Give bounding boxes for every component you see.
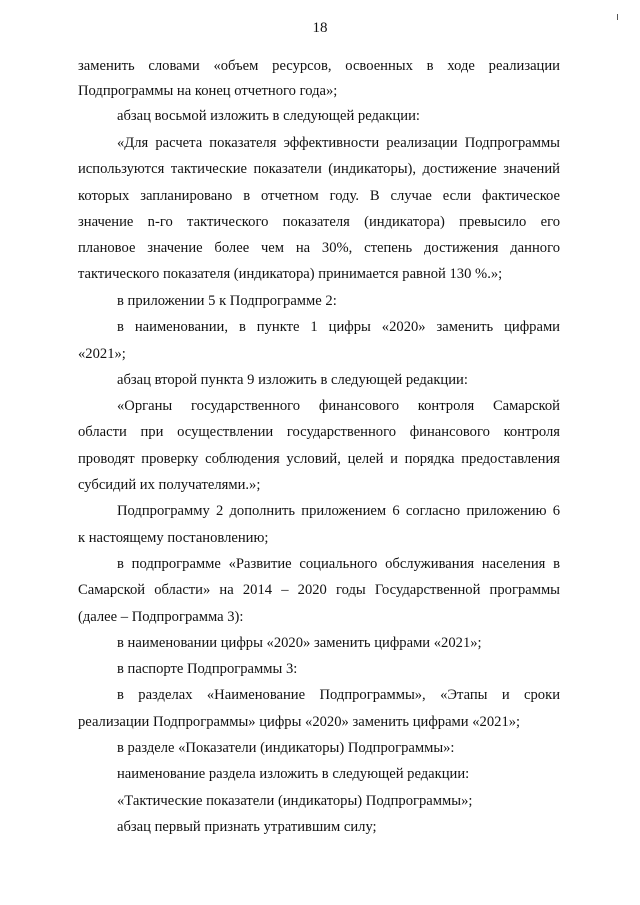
text-line: абзац восьмой изложить в следующей редакции:: [117, 108, 420, 124]
text-line: «Для расчета показателя эффективности реализации Подпрограммы: [117, 135, 560, 151]
text-line: в разделах «Наименование Подпрограммы», «Этапы и сроки: [117, 687, 560, 703]
text-line: субсидий их получателями.»;: [78, 477, 261, 493]
text-line: в наименовании цифры «2020» заменить цифрами «2021»;: [117, 635, 482, 651]
text-line: «Органы государственного финансового контроля Самарской: [117, 398, 560, 414]
text-line: области при осуществлении государственного финансового контроля: [78, 424, 560, 440]
text-line: тактического показателя (индикатора) принимается равной 130 %.»;: [78, 266, 503, 282]
text-line: реализации Подпрограммы» цифры «2020» заменить цифрами «2021»;: [78, 714, 521, 730]
text-line: в паспорте Подпрограммы 3:: [117, 661, 298, 677]
text-line: Подпрограмму 2 дополнить приложением 6 согласно приложению 6: [117, 503, 560, 519]
text-line: проводят проверку соблюдения условий, целей и порядка предоставления: [78, 451, 560, 467]
text-line: в разделе «Показатели (индикаторы) Подпрограммы»:: [117, 740, 455, 756]
text-line: плановое значение более чем на 30%, степень достижения данного: [78, 240, 560, 256]
text-line: в наименовании, в пункте 1 цифры «2020» заменить цифрами: [117, 319, 560, 335]
text-line: «2021»;: [78, 346, 126, 362]
text-line: в приложении 5 к Подпрограмме 2:: [117, 293, 337, 309]
text-line: к настоящему постановлению;: [78, 530, 269, 546]
text-line: наименование раздела изложить в следующей редакции:: [117, 766, 470, 782]
text-line: абзац первый признать утратившим силу;: [117, 819, 377, 835]
text-line: Подпрограммы на конец отчетного года»;: [78, 83, 338, 99]
text-line: «Тактические показатели (индикаторы) Подпрограммы»;: [117, 793, 473, 809]
text-line: используются тактические показатели (индикаторы), достижение значений: [78, 161, 560, 177]
text-line: (далее – Подпрограмма 3):: [78, 609, 244, 625]
text-line: которых запланировано в отчетном году. В случае если фактическое: [78, 188, 560, 204]
page-number: 18: [312, 20, 328, 36]
text-line: значение n-го тактического показателя (индикатора) превысило его: [78, 214, 560, 230]
text-line: Самарской области» на 2014 – 2020 годы Государственной программы: [78, 582, 560, 598]
text-line: абзац второй пункта 9 изложить в следующей редакции:: [117, 372, 468, 388]
text-line: заменить словами «объем ресурсов, освоенных в ходе реализации: [78, 58, 560, 74]
text-line: в подпрограмме «Развитие социального обслуживания населения в: [117, 556, 560, 572]
